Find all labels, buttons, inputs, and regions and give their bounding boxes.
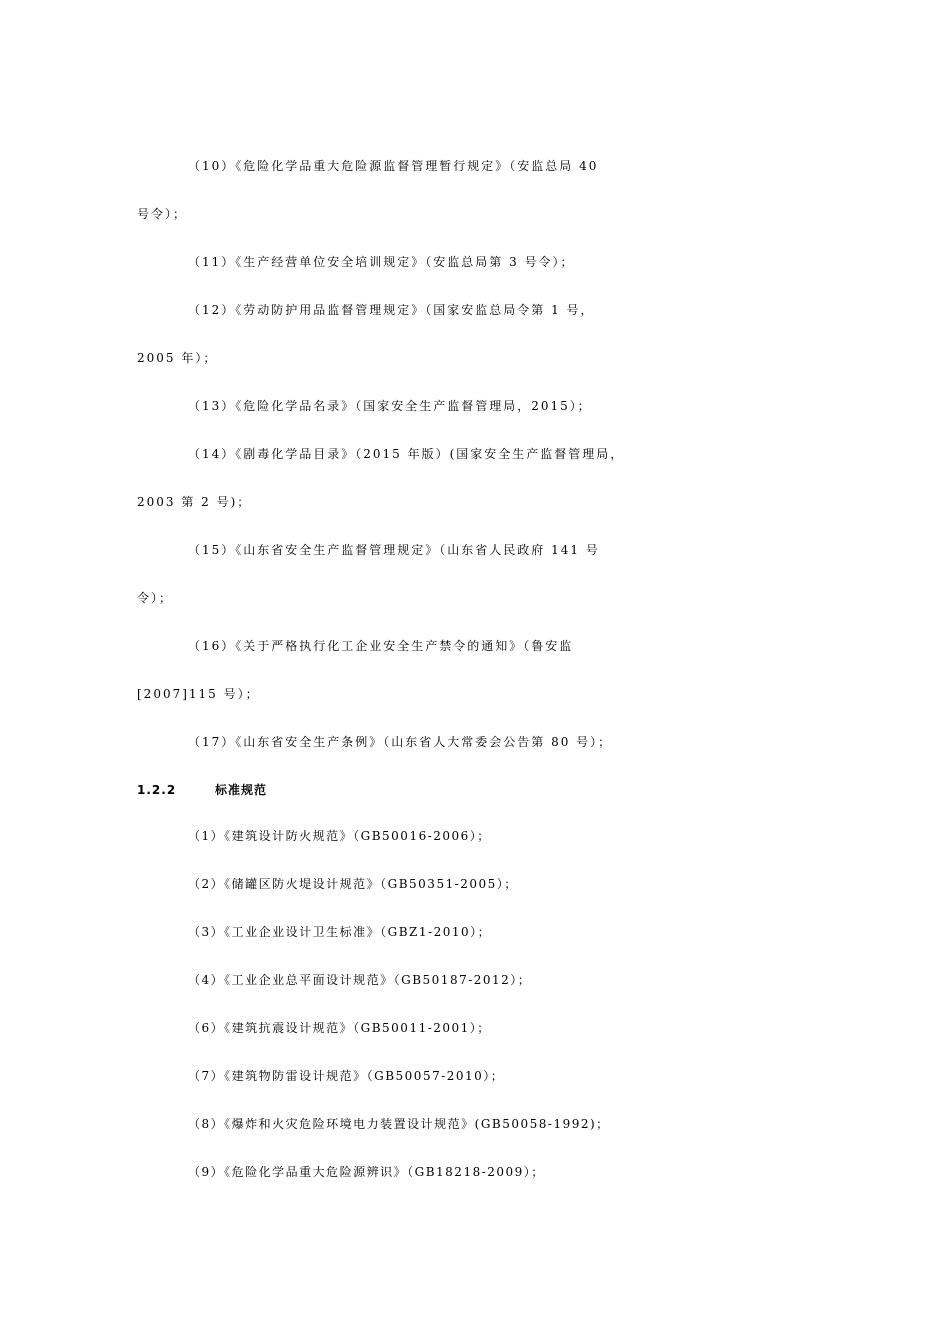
standard-item-4: （4）《工业企业总平面设计规范》（GB50187-2012）； bbox=[188, 973, 532, 987]
regulation-item-16-line-2: [2007]115 号）； bbox=[137, 687, 260, 701]
standard-item-1: （1）《建筑设计防火规范》（GB50016-2006）； bbox=[188, 829, 491, 843]
regulation-item-14-line-2: 2003 第 2 号)； bbox=[137, 495, 252, 509]
regulation-item-15-line-2: 令）； bbox=[137, 591, 174, 605]
standard-item-8: （8）《爆炸和火灾危险环境电力装置设计规范》(GB50058-1992)； bbox=[188, 1117, 610, 1131]
regulation-item-17: （17）《山东省安全生产条例》（山东省人大常委会公告第 80 号）； bbox=[188, 735, 613, 749]
regulation-item-13: （13）《危险化学品名录》（国家安全生产监督管理局，2015）； bbox=[188, 399, 592, 413]
section-title: 标准规范 bbox=[215, 783, 268, 797]
standard-item-9: （9）《危险化学品重大危险源辨识》（GB18218-2009）； bbox=[188, 1165, 545, 1179]
standard-item-7: （7）《建筑物防雷设计规范》（GB50057-2010）； bbox=[188, 1069, 505, 1083]
regulation-item-11: （11）《生产经营单位安全培训规定》（安监总局第 3 号令）； bbox=[188, 255, 575, 269]
section-number: 1.2.2 bbox=[137, 783, 177, 797]
section-heading bbox=[0, 776, 950, 804]
regulation-item-12-line-1: （12）《劳动防护用品监督管理规定》（国家安监总局令第 1 号， bbox=[188, 303, 595, 317]
regulation-item-16-line-1: （16）《关于严格执行化工企业安全生产禁令的通知》（鲁安监 bbox=[188, 639, 574, 653]
regulation-item-14-line-1: （14）《剧毒化学品目录》（2015 年版）(国家安全生产监督管理局， bbox=[188, 447, 625, 461]
standard-item-6: （6）《建筑抗震设计规范》（GB50011-2001）； bbox=[188, 1021, 491, 1035]
regulation-item-15-line-1: （15）《山东省安全生产监督管理规定》（山东省人民政府 141 号 bbox=[188, 543, 600, 557]
regulation-item-10-line-2: 号令）； bbox=[137, 207, 188, 221]
regulation-item-12-line-2: 2005 年）； bbox=[137, 351, 218, 365]
standard-item-3: （3）《工业企业设计卫生标准》（GBZ1-2010）； bbox=[188, 925, 492, 939]
regulation-item-10-line-1: （10）《危险化学品重大危险源监督管理暂行规定》（安监总局 40 bbox=[188, 159, 599, 173]
standard-item-2: （2）《储罐区防火堤设计规范》（GB50351-2005）； bbox=[188, 877, 518, 891]
